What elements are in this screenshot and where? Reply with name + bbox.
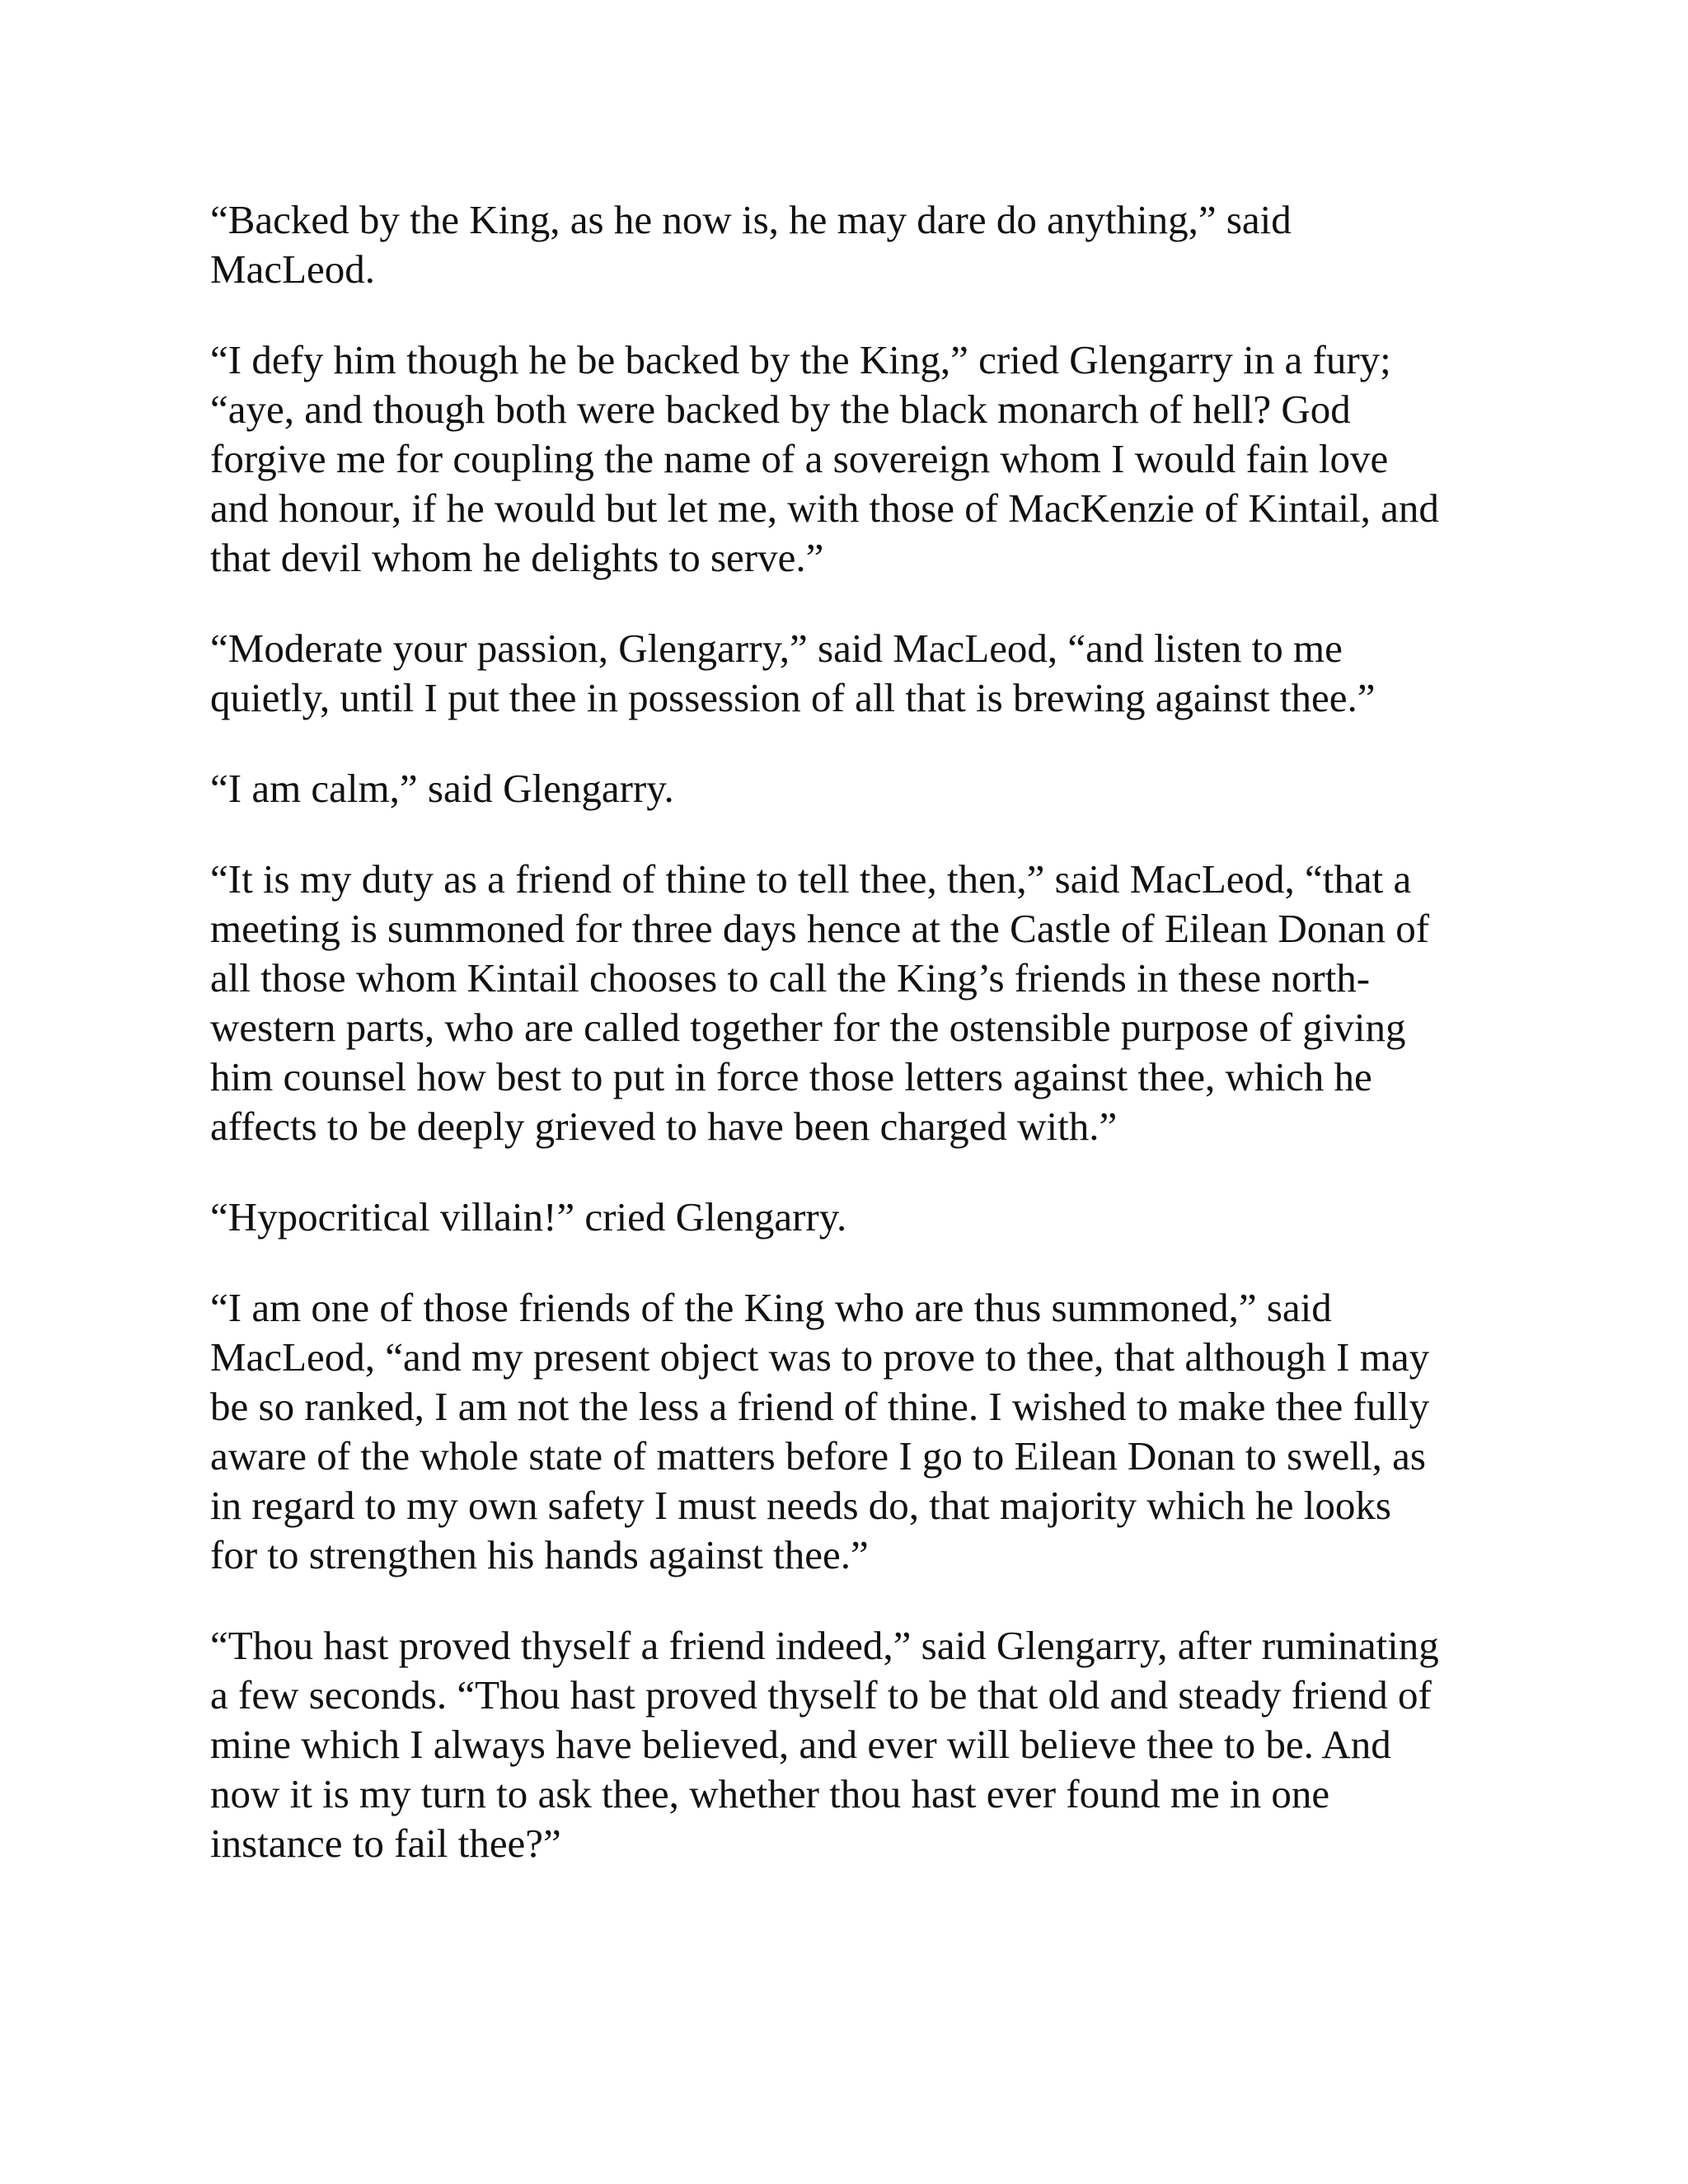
body-text [210,195,1496,1910]
paragraph: “It is my duty as a friend of thine to tell thee, then,” said MacLeod, “that a meeting is summoned for three days hence at the Castle of Eilean Donan of all those whom Kintail chooses to call the King’s friends in these north- western parts, who are called together for the ostensible purpose of giving him counsel how best to put in force those letters against thee, which he affects to be deeply grieved to have been charged with.” [210,856,1430,1149]
paragraph: “Thou hast proved thyself a friend indeed,” said Glengarry, after ruminating a few seconds. “Thou hast proved thyself to be that old and steady friend of mine which I always have believed, and ever will believe thee to be. And now it is my turn to ask thee, whether thou hast ever found me in one instance to fail thee?” [210,1623,1439,1866]
paragraph: “I am one of those friends of the King who are thus summoned,” said MacLeod, “and my present object was to prove to thee, that although I may be so ranked, I am not the less a friend of thine. I wished to make thee fully aware of the whole state of matters before I go to Eilean Donan to swell, as in regard to my own safety I must needs do, that majority which he looks for to strengthen his hands against thee.” [210,1285,1430,1577]
paragraph: “Backed by the King, as he now is, he may dare do anything,” said MacLeod. [210,197,1292,292]
paragraph: “Moderate your passion, Glengarry,” said MacLeod, “and listen to me quietly, until I put thee in possession of all that is brewing against thee.” [210,626,1376,720]
paragraph: “I defy him though he be backed by the King,” cried Glengarry in a fury; “aye, and though both were backed by the black monarch of hell? God forgive me for coupling the name of a sovereign whom I would fain love and honour, if he would but let me, with those of MacKenzie of Kintail, and that devil whom he delights to serve.” [210,337,1439,580]
paragraph: “Hypocritical villain!” cried Glengarry. [210,1194,847,1240]
paragraph: “I am calm,” said Glengarry. [210,766,674,811]
